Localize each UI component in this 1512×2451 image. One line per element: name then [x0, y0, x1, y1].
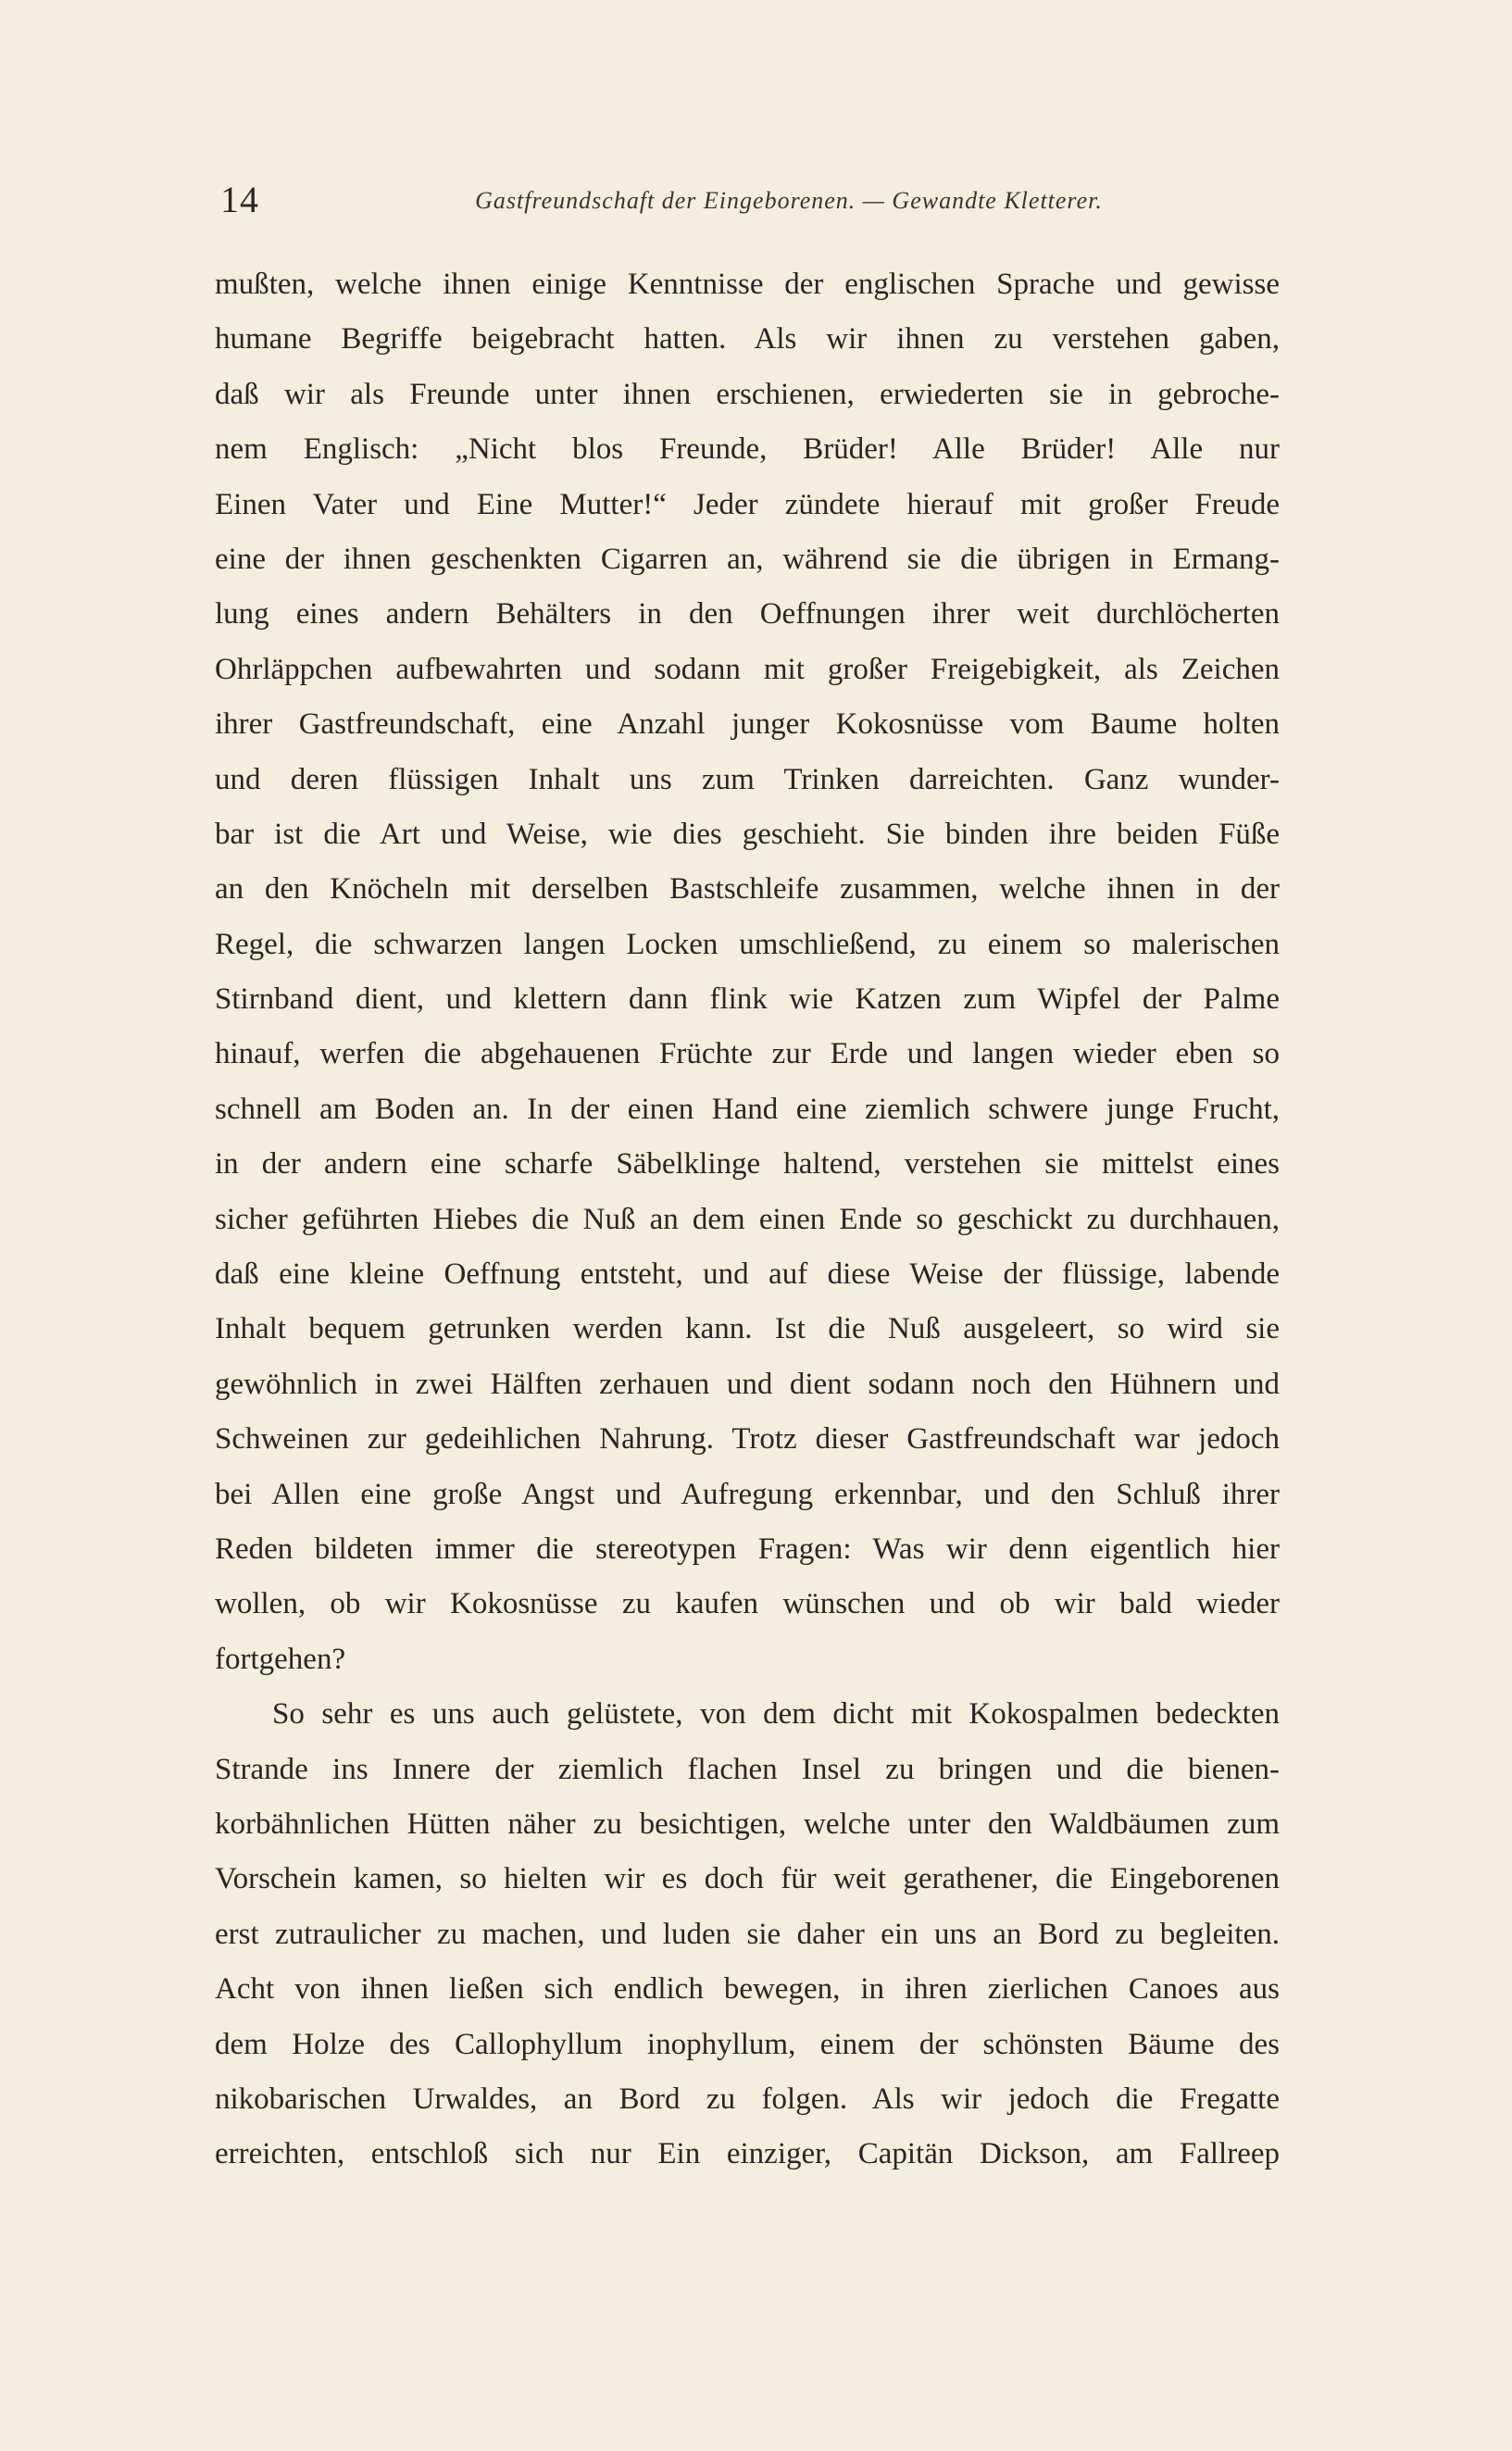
text-line: an den Knöcheln mit derselben Bastschleife zusammen, welche ihnen in der [215, 872, 1280, 907]
running-head: Gastfreundschaft der Eingeborenen. — Gewandte Kletterer. [475, 187, 1103, 214]
text-line: daß wir als Freunde unter ihnen erschienen, erwiederten sie in gebroche- [215, 377, 1280, 411]
text-line: mußten, welche ihnen einige Kenntnisse der englischen Sprache und gewisse [215, 268, 1280, 301]
body-text [215, 257, 1280, 2182]
text-line: nem Englisch: „Nicht blos Freunde, Brüder! Alle Brüder! Alle nur [215, 432, 1280, 467]
text-line: daß eine kleine Oeffnung entsteht, und auf diese Weise der flüssige, labende [215, 1257, 1280, 1292]
text-line: gewöhnlich in zwei Hälften zerhauen und dient sodann noch den Hühnern und [215, 1367, 1280, 1401]
text-line: bar ist die Art und Weise, wie dies geschieht. Sie binden ihre beiden Füße [215, 817, 1280, 851]
text-line: bei Allen eine große Angst und Aufregung erkennbar, und den Schluß ihrer [215, 1477, 1280, 1511]
text-line: lung eines andern Behälters in den Oeffnungen ihrer weit durchlöcherten [215, 597, 1280, 632]
page-number: 14 [220, 179, 259, 220]
text-line: Regel, die schwarzen langen Locken umschließend, zu einem so malerischen [215, 927, 1280, 961]
page-header [215, 174, 1307, 230]
text-line: in der andern eine scharfe Säbelklinge haltend, verstehen sie mittelst eines [215, 1147, 1280, 1182]
text-line: und deren flüssigen Inhalt uns zum Trinken darreichten. Ganz wunder- [215, 762, 1280, 796]
text-line: wollen, ob wir Kokosnüsse zu kaufen wünschen und ob wir bald wieder [215, 1587, 1280, 1621]
text-line: eine der ihnen geschenkten Cigarren an, während sie die übrigen in Ermang- [215, 542, 1280, 576]
text-line: dem Holze des Callophyllum inophyllum, einem der schönsten Bäume des [215, 2027, 1280, 2061]
text-line: Einen Vater und Eine Mutter!“ Jeder zündete hierauf mit großer Freude [215, 487, 1280, 521]
text-line: fortgehen? [215, 1642, 346, 1676]
text-line: schnell am Boden an. In der einen Hand eine ziemlich schwere junge Frucht, [215, 1092, 1280, 1126]
text-line: Strande ins Innere der ziemlich flachen Insel zu bringen und die bienen- [215, 1752, 1280, 1786]
text-line: So sehr es uns auch gelüstete, von dem dicht mit Kokospalmen bedeckten [272, 1697, 1280, 1732]
text-line: Ohrläppchen aufbewahrten und sodann mit großer Freigebigkeit, als Zeichen [215, 652, 1280, 686]
text-line: Vorschein kamen, so hielten wir es doch für weit gerathener, die Eingeborenen [215, 1862, 1280, 1896]
text-line: ihrer Gastfreundschaft, eine Anzahl junger Kokosnüsse vom Baume holten [215, 707, 1280, 742]
text-line: erreichten, entschloß sich nur Ein einziger, Capitän Dickson, am Fallreep [215, 2137, 1280, 2171]
text-line: humane Begriffe beigebracht hatten. Als wir ihnen zu verstehen gaben, [215, 322, 1280, 356]
text-line: Stirnband dient, und klettern dann flink wie Katzen zum Wipfel der Palme [215, 982, 1280, 1017]
text-line: Acht von ihnen ließen sich endlich bewegen, in ihren zierlichen Canoes aus [215, 1972, 1280, 2007]
text-line: nikobarischen Urwaldes, an Bord zu folgen. Als wir jedoch die Fregatte [215, 2082, 1280, 2116]
text-line: hinauf, werfen die abgehauenen Früchte zur Erde und langen wieder eben so [215, 1037, 1280, 1071]
text-line: Schweinen zur gedeihlichen Nahrung. Trotz dieser Gastfreundschaft war jedoch [215, 1422, 1280, 1457]
text-line: Inhalt bequem getrunken werden kann. Ist die Nuß ausgeleert, so wird sie [215, 1312, 1280, 1346]
text-line: erst zutraulicher zu machen, und luden sie daher ein uns an Bord zu begleiten. [215, 1917, 1280, 1951]
text-line: sicher geführten Hiebes die Nuß an dem einen Ende so geschickt zu durchhauen, [215, 1202, 1280, 1236]
text-line: Reden bildeten immer die stereotypen Fragen: Was wir denn eigentlich hier [215, 1532, 1280, 1566]
text-line: korbähnlichen Hütten näher zu besichtigen, welche unter den Waldbäumen zum [215, 1807, 1280, 1841]
